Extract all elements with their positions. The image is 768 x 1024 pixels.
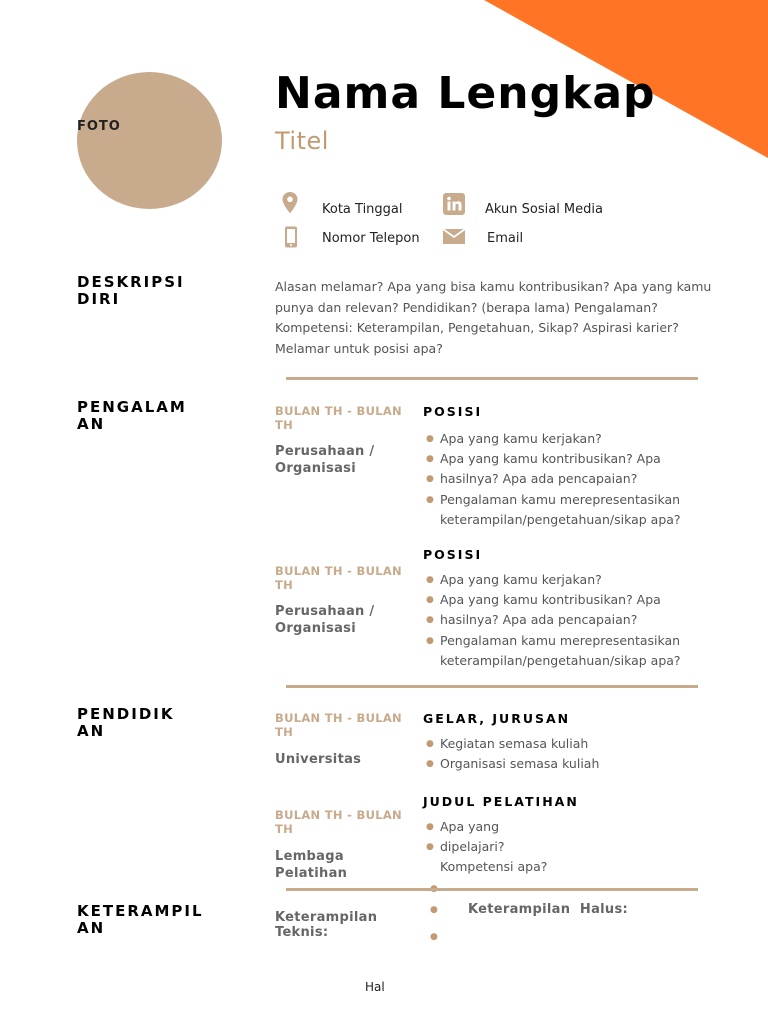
location-pin-icon	[278, 191, 302, 215]
experience-position: POSISI	[423, 404, 483, 419]
phone-icon	[279, 225, 303, 249]
profile-description: Alasan melamar? Apa yang bisa kamu kontribusikan? Apa yang kamu punya dan relevan? Pendidikan? (berapa lama) Pengalaman? Kompetensi: Keterampilan, Pengetahuan, Sikap? Aspirasi karier? Melamar untuk posisi apa?	[275, 279, 712, 356]
training-bullets	[423, 817, 723, 878]
phone-text: Nomor Telepon	[322, 231, 420, 246]
city-text: Kota Tinggal	[322, 202, 403, 217]
divider	[286, 685, 698, 688]
divider	[286, 888, 698, 891]
bullet-dot: ●	[430, 905, 438, 915]
training-date: BULAN TH - BULAN TH	[275, 808, 402, 836]
training-title: JUDUL PELATIHAN	[423, 794, 579, 809]
education-bullets	[423, 734, 723, 774]
experience-bullets	[423, 570, 723, 671]
experience-organization: Perusahaan / Organisasi	[275, 444, 375, 476]
list-item: ● Pengalaman kamu merepresentasikan keterampilan/pengetahuan/sikap apa?	[426, 491, 681, 527]
education-degree: GELAR, JURUSAN	[423, 711, 571, 726]
list-item: ● Apa yang kamu kontribusikan? Apa	[426, 451, 661, 467]
education-date: BULAN TH - BULAN TH	[275, 711, 402, 739]
list-item: ● Kegiatan semasa kuliah	[426, 736, 589, 751]
training-institution: Lembaga Pelatihan	[275, 849, 348, 881]
social-media-text: Akun Sosial Media	[485, 202, 603, 217]
experience-position: POSISI	[423, 547, 483, 562]
email-icon	[442, 224, 466, 248]
experience-organization: Perusahaan / Organisasi	[275, 604, 375, 636]
photo-label: FOTO	[77, 119, 121, 134]
soft-skills-label: Keterampilan Halus:	[468, 902, 629, 917]
list-item: ● hasilnya? Apa ada pencapaian?	[426, 471, 638, 487]
list-item: Kompetensi apa?	[440, 859, 548, 875]
education-institution: Universitas	[275, 752, 362, 767]
experience-heading: PENGALAM AN	[77, 398, 187, 433]
linkedin-icon	[442, 192, 466, 216]
list-item: ● dipelajari?	[426, 839, 505, 855]
list-item: ● Pengalaman kamu merepresentasikan keterampilan/pengetahuan/sikap apa?	[426, 632, 681, 668]
list-item: ● Organisasi semasa kuliah	[426, 756, 600, 772]
full-name: Nama Lengkap	[275, 68, 656, 119]
email-text: Email	[487, 231, 524, 246]
experience-bullets	[423, 429, 723, 530]
page-number: Hal	[365, 980, 385, 994]
experience-date: BULAN TH - BULAN TH	[275, 404, 402, 432]
education-heading: PENDIDIK AN	[77, 705, 175, 740]
list-item: ● hasilnya? Apa ada pencapaian?	[426, 612, 638, 628]
list-item: ● Apa yang kamu kerjakan?	[426, 431, 602, 446]
job-title: Titel	[275, 127, 329, 155]
bullet-dot: ●	[430, 932, 438, 942]
technical-skills-label: Keterampilan Teknis:	[275, 910, 378, 940]
divider	[286, 377, 698, 380]
list-item: ● Apa yang kamu kontribusikan? Apa	[426, 592, 661, 608]
profile-heading: DESKRIPSI DIRI	[77, 273, 185, 308]
experience-date: BULAN TH - BULAN TH	[275, 564, 402, 592]
skills-heading: KETERAMPIL AN	[77, 902, 204, 937]
photo-placeholder[interactable]	[77, 72, 222, 209]
list-item: ● Apa yang kamu kerjakan?	[426, 572, 602, 587]
list-item: ● Apa yang	[426, 819, 500, 834]
